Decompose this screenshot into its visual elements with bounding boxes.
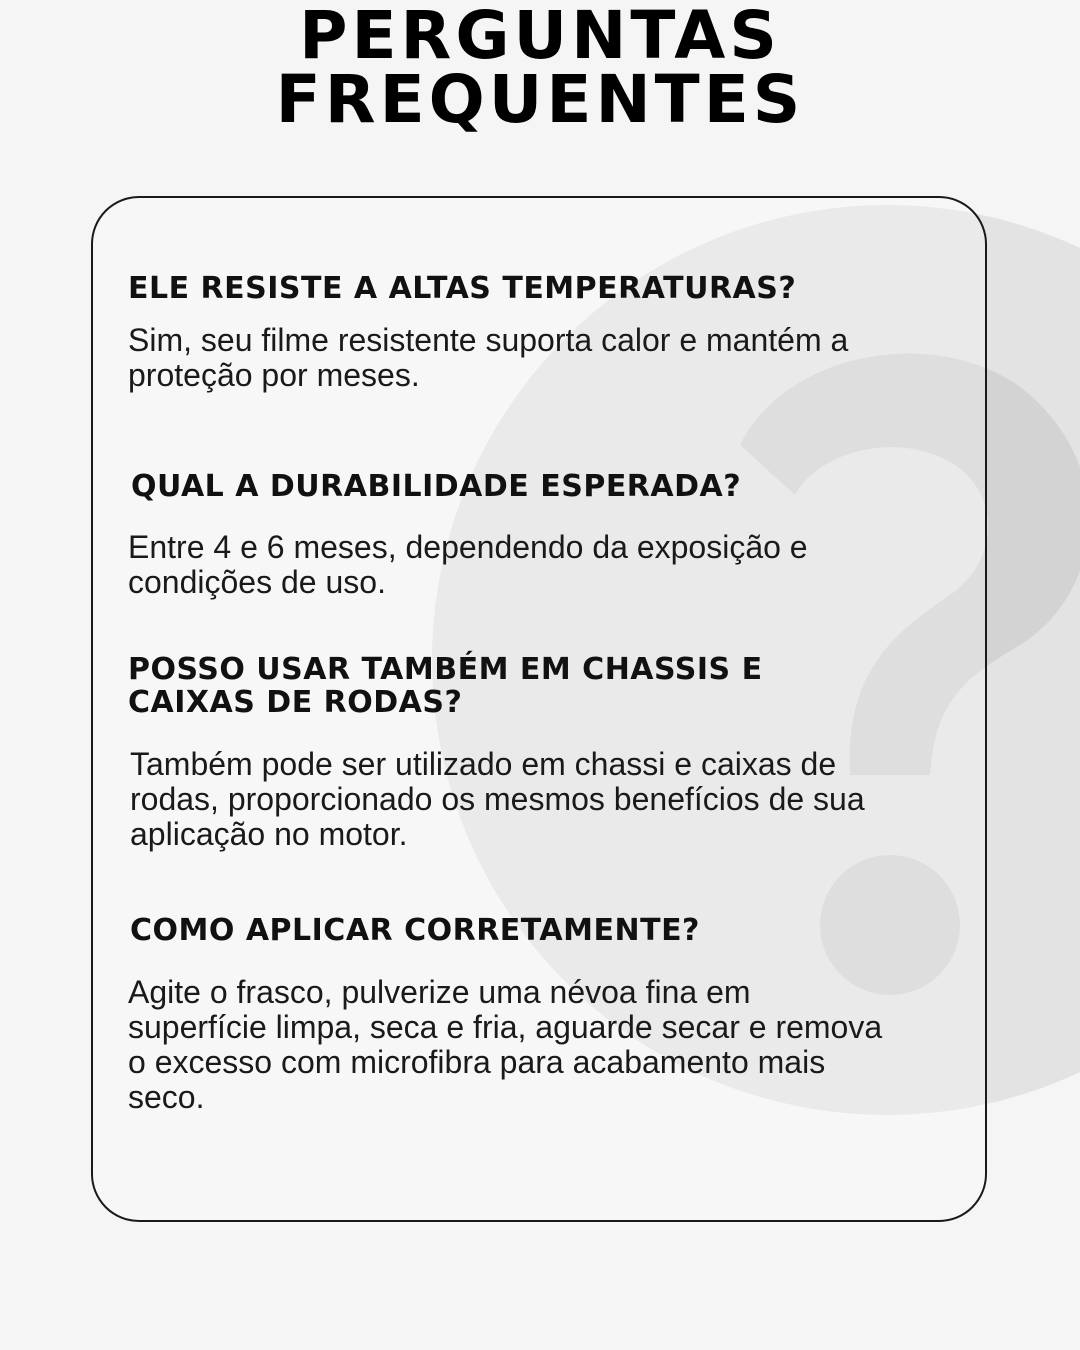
faq-question-3-line-2: CAIXAS DE RODAS?	[128, 685, 463, 720]
page-title	[0, 0, 1080, 138]
faq-answer-4-line-2: superfície limpa, seca e fria, aguarde secar e remova	[128, 1009, 883, 1045]
faq-answer-2-line-2: condições de uso.	[128, 564, 386, 600]
faq-answer-1	[128, 323, 848, 393]
faq-answer-1-line-2: proteção por meses.	[128, 357, 420, 393]
faq-question-1-line-1: ELE RESISTE A ALTAS TEMPERATURAS?	[128, 271, 797, 306]
faq-question-4-line-1: COMO APLICAR CORRETAMENTE?	[130, 913, 700, 948]
faq-answer-4	[128, 975, 882, 1115]
faq-answer-4-line-1: Agite o frasco, pulverize uma névoa fina em	[128, 974, 751, 1010]
faq-question-3	[128, 653, 763, 719]
faq-question-1	[128, 272, 796, 305]
page-title-line-1: PERGUNTAS	[299, 0, 781, 74]
page-title-line-2: FREQUENTES	[275, 61, 805, 138]
faq-answer-3	[130, 747, 865, 852]
faq-answer-1-line-1: Sim, seu filme resistente suporta calor e mantém a	[128, 322, 849, 358]
faq-question-3-line-1: POSSO USAR TAMBÉM EM CHASSIS E	[128, 652, 763, 687]
faq-question-2-line-1: QUAL A DURABILIDADE ESPERADA?	[131, 469, 742, 504]
faq-answer-4-line-4: seco.	[128, 1079, 205, 1115]
faq-answer-2	[128, 530, 808, 600]
faq-answer-3-line-3: aplicação no motor.	[130, 816, 408, 852]
faq-answer-3-line-2: rodas, proporcionado os mesmos benefícios de sua	[130, 781, 865, 817]
faq-question-2	[131, 470, 741, 503]
faq-answer-2-line-1: Entre 4 e 6 meses, dependendo da exposição e	[128, 529, 808, 565]
faq-question-4	[130, 914, 700, 947]
faq-answer-3-line-1: Também pode ser utilizado em chassi e caixas de	[130, 746, 837, 782]
faq-answer-4-line-3: o excesso com microfibra para acabamento mais	[128, 1044, 826, 1080]
